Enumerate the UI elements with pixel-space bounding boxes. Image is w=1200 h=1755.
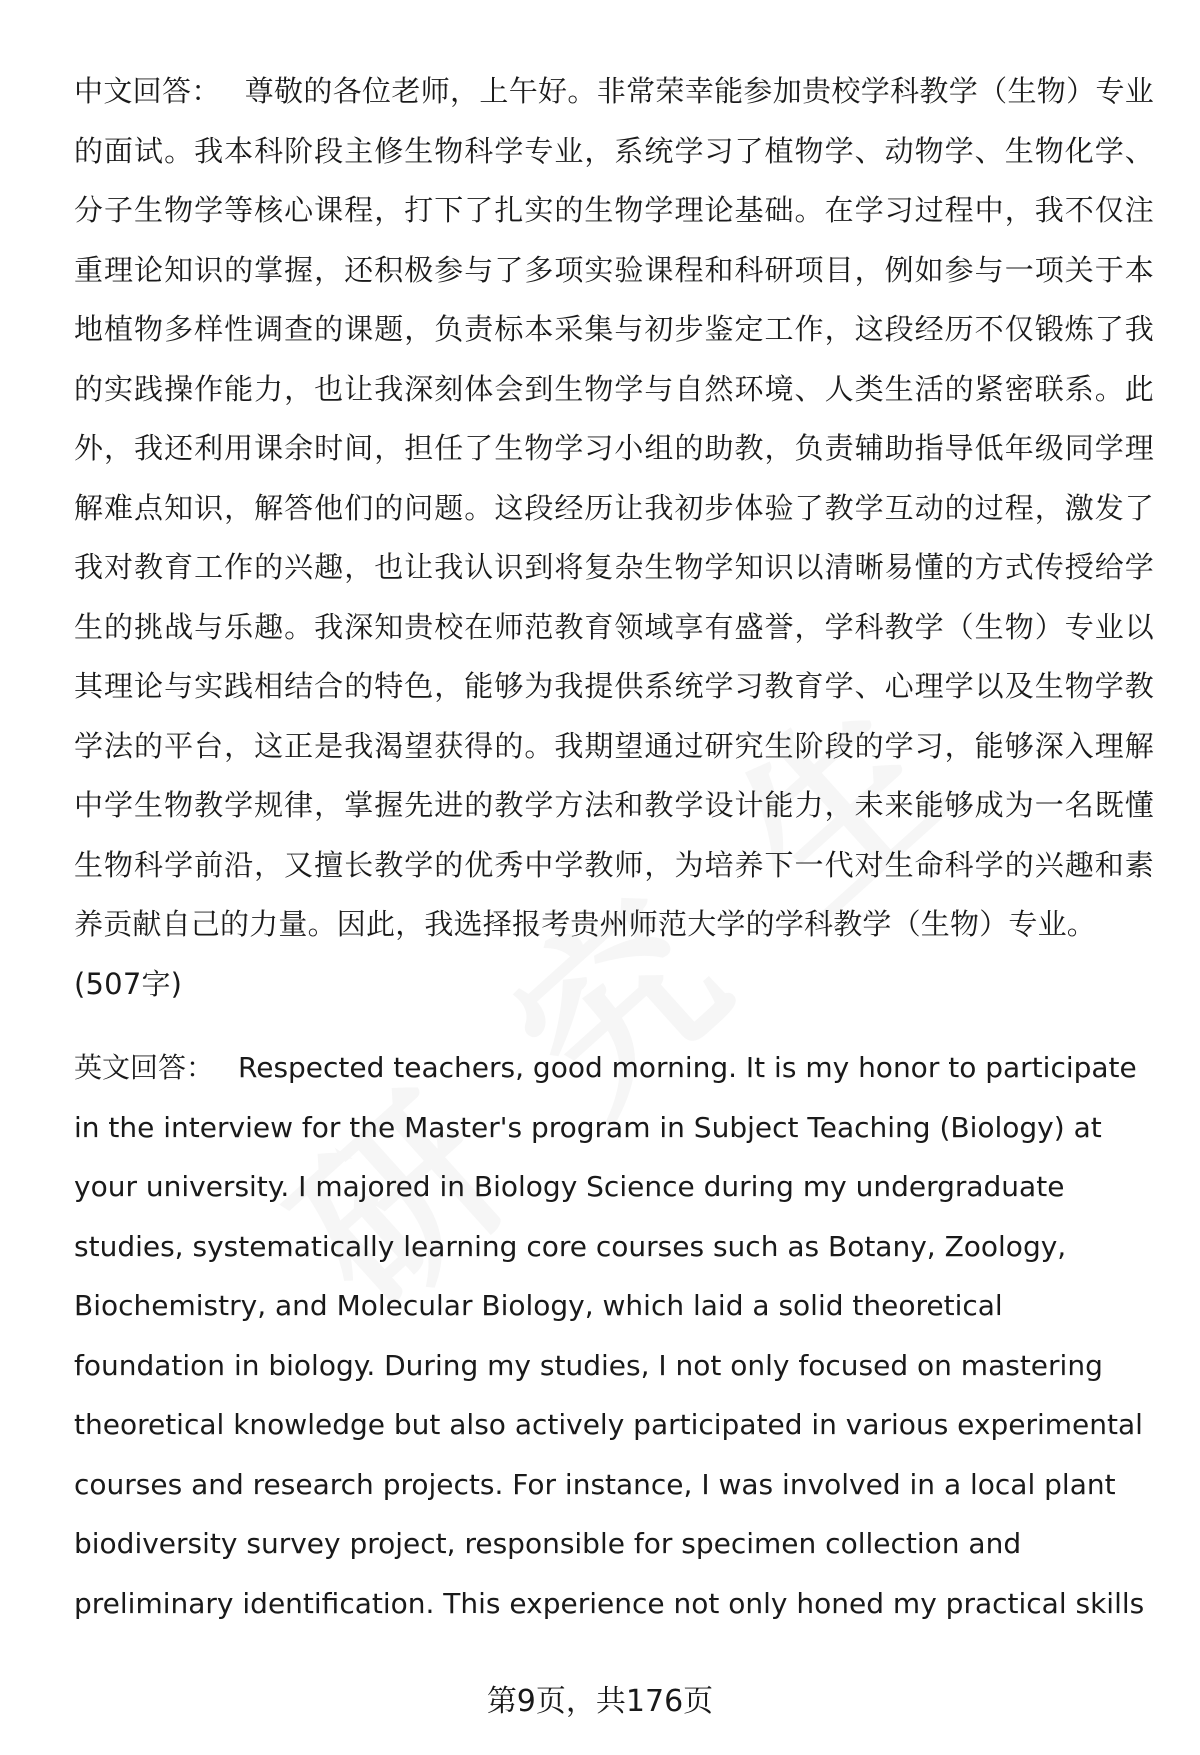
word-count: (507字) [74,966,183,1001]
chinese-answer-text: 尊敬的各位老师，上午好。非常荣幸能参加贵校学科教学（生物）专业的面试。我本科阶段主修生物科学专业，系统学习了植物学、动物学、生物化学、分子生物学等核心课程，打下了扎实的生物学理论基础。在学习过程中，我不仅注重理论知识的掌握，还积极参与了多项实验课程和科研项目，例如参与一项关于本地植物多样性调查的课题，负责标本采集与初步鉴定工作，这段经历不仅锻炼了我的实践操作能力，也让我深刻体会到生物学与自然环境、人类生活的紧密联系。此外，我还利用课余时间，担任了生物学习小组的助教，负责辅助指导低年级同学理解难点知识，解答他们的问题。这段经历让我初步体验了教学互动的过程，激发了我对教育工作的兴趣，也让我认识到将复杂生物学知识以清晰易懂的方式传授给学生的挑战与乐趣。我深知贵校在师范教育领域享有盛誉，学科教学（生物）专业以其理论与实践相结合的特色，能够为我提供系统学习教育学、心理学以及生物学教学法的平台，这正是我渴望获得的。我期望通过研究生阶段的学习，能够深入理解中学生物教学规律，掌握先进的教学方法和教学设计能力，未来能够成为一名既懂生物科学前沿，又擅长教学的优秀中学教师，为培养下一代对生命科学的兴趣和素养贡献自己的力量。因此，我选择报考贵州师范大学的学科教学（生物）专业。 [74,74,1154,941]
chinese-answer-paragraph [74,62,1154,1014]
page-number-footer: 第9页，共176页 [486,1684,714,1719]
chinese-answer-label: 中文回答： [74,74,221,108]
document-body [74,62,1154,1633]
english-answer-paragraph [74,1038,1154,1633]
english-answer-text: Respected teachers, good morning. It is my honor to participate in the interview for the Master's program in Subject Teaching (Biology) at your university. I majored in Biology Science during my undergraduate studies, systematically learning core courses such as Botany, Zoology, Biochemistry, and Molecular Biology, which laid a solid theoretical foundation in biology. During my studies, I not only focused on mastering theoretical knowledge but also actively participated in various experimental courses and research projects. For instance, I was involved in a local plant biodiversity survey project, responsible for specimen collection and preliminary identification. This experience not only honed my practical skills [74,1051,1145,1620]
english-answer-label: 英文回答： [74,1051,215,1084]
